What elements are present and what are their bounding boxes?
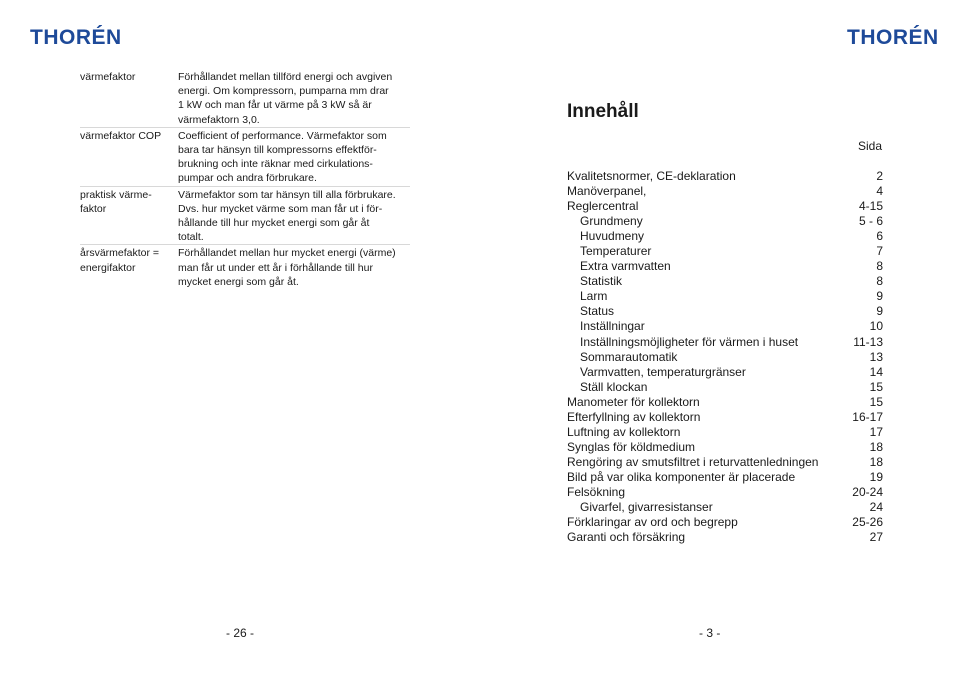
toc-entry-page: 9 [876,289,883,304]
toc-entry-label: Inställningsmöjligheter för värmen i huset [580,334,799,349]
toc-entry-page: 14 [869,364,883,379]
toc-entry-label: Garanti och försäkring [567,530,686,545]
glossary-term: årsvärmefaktor = energifaktor [80,247,160,274]
toc-entry [567,530,883,545]
glossary-term: värmefaktor COP [80,129,162,142]
toc-entry [567,319,883,334]
toc-entry [567,335,883,350]
toc-entry-label: Varmvatten, temperaturgränser [580,364,746,379]
toc-entry [567,259,883,274]
toc-entry [567,470,883,485]
toc-entry-page: 7 [876,244,883,259]
toc-entry-page: 18 [869,454,883,469]
toc-entry-label: Sommarautomatik [580,349,678,364]
toc-entry-page: 8 [876,259,883,274]
toc-entry-page: 2 [876,169,883,183]
toc-entry-label: Statistik [580,274,623,289]
glossary-entry [80,244,410,289]
thoren-logo-left: THORÉN [30,26,122,49]
toc-entry [567,455,883,470]
glossary-entry [80,127,410,186]
toc-entry-label: Efterfyllning av kollektorn [567,409,701,424]
toc-entry [567,395,883,410]
glossary-definition: Värmefaktor som tar hänsyn till alla förbrukare. Dvs. hur mycket värme som man får ut i för- hållande till hur mycket energi som går åt totalt. [178,188,396,244]
page-number-left: - 26 - [226,626,255,640]
toc-entry-page: 8 [876,274,883,289]
toc-entry-label: Ställ klockan [580,379,648,394]
toc-entry-page: 11-13 [853,334,883,349]
toc-entry [567,440,883,455]
glossary-definition: Förhållandet mellan tillförd energi och avgiven energi. Om kompressorn, pumparna mm drar 1 kW och man får ut värme på 3 kW så är värmefaktorn 3,0. [178,71,393,126]
toc-entry-label: Larm [580,289,608,304]
toc-entry [567,199,883,214]
toc-entry-page: 15 [869,394,883,409]
toc-entry-label: Inställningar [580,319,645,334]
toc-entry-label: Felsökning [567,484,626,499]
toc-entry-label: Förklaringar av ord och begrepp [567,515,738,530]
glossary-definition: Förhållandet mellan hur mycket energi (värme) man får ut under ett år i förhållande till hur mycket energi som går åt. [178,247,396,288]
glossary-entry [80,70,410,127]
toc-entry-page: 13 [869,349,883,364]
toc-entry-page: 10 [869,319,883,334]
toc-entry-label: Kvalitetsnormer, CE-deklaration [567,169,736,183]
glossary-definition: Coefficient of performance. Värmefaktor som bara tar hänsyn till kompressorns effektför- brukning och inte räknar med cirkulations- pumpar och andra förbrukare. [178,129,387,185]
toc-entry-page: 16-17 [852,409,883,424]
toc-title: Innehåll [567,101,639,122]
glossary-term: värmefaktor [80,71,136,83]
toc-entry-label: Givarfel, givarresistanser [580,500,713,515]
toc-entry-label: Reglercentral [567,199,639,214]
toc-entry-page: 17 [869,424,883,439]
toc-entry [567,274,883,289]
toc-entry [567,500,883,515]
table-of-contents [567,169,883,545]
toc-entry-label: Bild på var olika komponenter är placerade [567,469,796,484]
toc-page-header: Sida [858,139,883,153]
toc-entry-page: 24 [869,500,883,515]
toc-entry [567,229,883,244]
toc-entry [567,425,883,440]
page-number-right: - 3 - [699,626,721,640]
glossary-term: praktisk värme- faktor [80,188,152,215]
toc-entry-label: Manöverpanel, [567,184,647,199]
glossary-entry [80,186,410,245]
toc-entry-label: Grundmeny [580,214,643,229]
toc-entry [567,304,883,319]
toc-entry-page: 27 [869,530,883,545]
toc-entry-label: Manometer för kollektorn [567,394,700,409]
toc-entry-label: Status [580,304,615,319]
toc-entry-label: Temperaturer [580,244,652,259]
thoren-logo-right: THORÉN [847,26,939,49]
toc-entry-label: Synglas för köldmedium [567,439,696,454]
toc-entry-page: 18 [869,439,883,454]
toc-entry-page: 15 [869,379,883,394]
toc-entry-page: 4 [876,184,883,199]
toc-entry-label: Extra varmvatten [580,259,671,274]
glossary [80,70,410,289]
toc-entry-page: 25-26 [852,515,883,530]
toc-entry-label: Huvudmeny [580,229,645,244]
toc-entry [567,515,883,530]
toc-entry [567,244,883,259]
toc-entry-page: 4-15 [858,199,883,214]
toc-entry-page: 6 [876,229,883,244]
toc-entry [567,169,883,184]
toc-entry [567,410,883,425]
toc-entry-page: 20-24 [852,484,883,499]
toc-entry [567,214,883,229]
toc-entry [567,289,883,304]
toc-entry-page: 9 [876,304,883,319]
toc-entry [567,350,883,365]
toc-entry-label: Luftning av kollektorn [567,424,681,439]
toc-entry [567,485,883,500]
toc-entry-page: 5 - 6 [858,214,883,229]
toc-entry [567,365,883,380]
toc-entry-label: Rengöring av smutsfiltret i returvattenledningen [567,454,819,469]
toc-entry [567,380,883,395]
toc-entry [567,184,883,199]
toc-entry-page: 19 [869,469,883,484]
